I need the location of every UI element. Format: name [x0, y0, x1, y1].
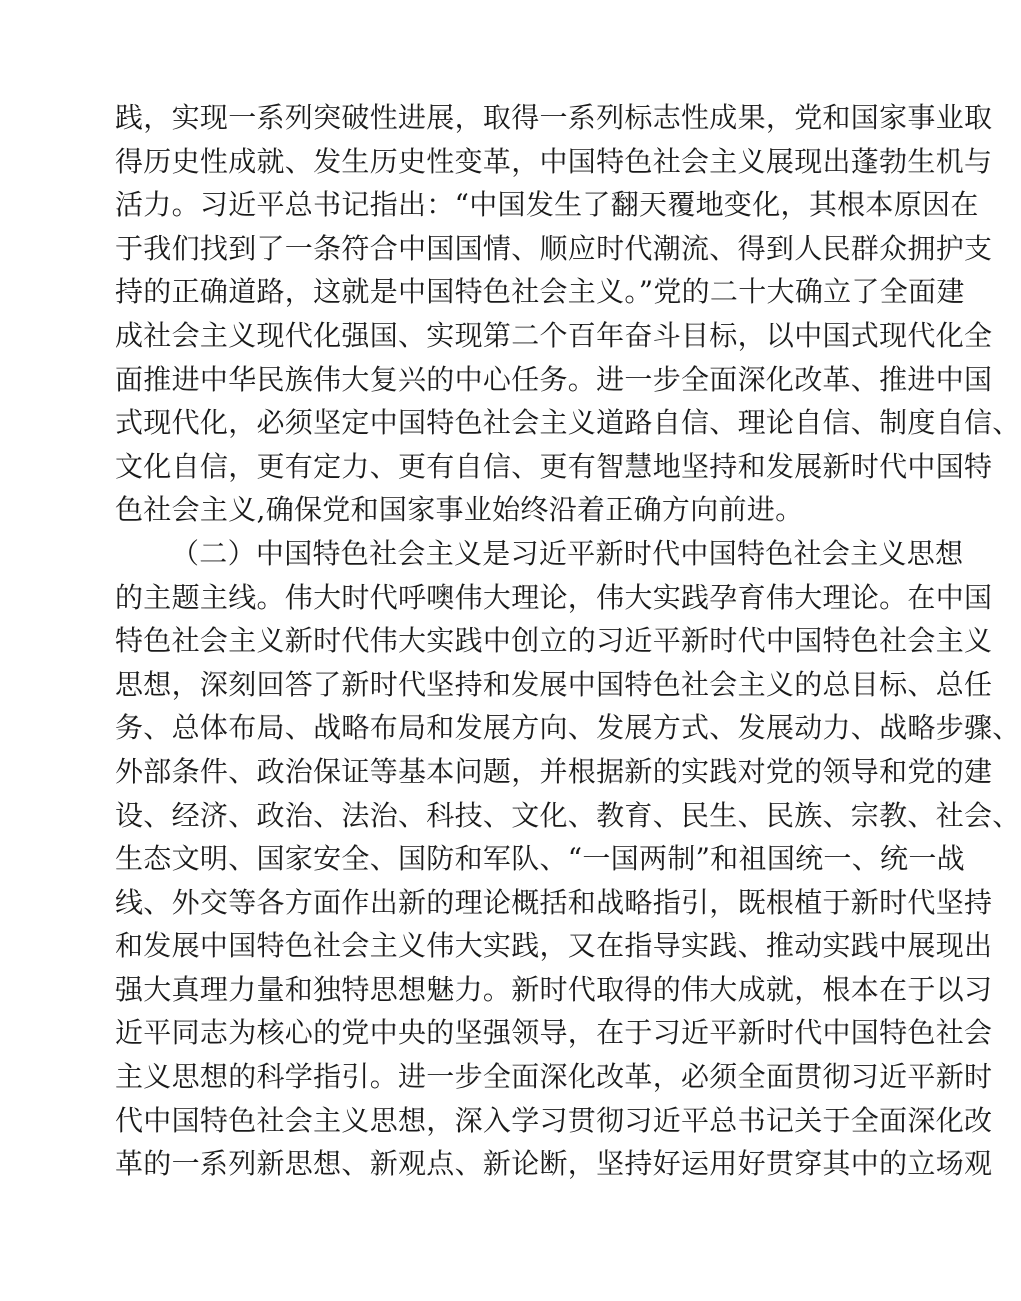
text-line: 得历史性成就、发生历史性变革，中国特色社会主义展现出蓬勃生机与: [115, 144, 993, 178]
text-line: 于我们找到了一条符合中国国情、顺应时代潮流、得到人民群众拥护支: [115, 231, 993, 265]
text-line: 的主题主线。伟大时代呼噢伟大理论，伟大实践孕育伟大理论。在中国: [115, 580, 993, 614]
text-line: 践，实现一系列突破性进展，取得一系列标志性成果，党和国家事业取: [115, 101, 993, 134]
text-line: 持的正确道路，这就是中国特色社会主义。”党的二十大确立了全面建: [115, 275, 965, 309]
text-line: 外部条件、政治保证等基本问题，并根据新的实践对党的领导和党的建: [115, 754, 993, 788]
text-line: 务、总体布局、战略布局和发展方向、发展方式、发展动力、战略步骤、: [115, 711, 1021, 745]
text-line: 代中国特色社会主义思想，深入学习贯彻习近平总书记关于全面深化改: [115, 1103, 993, 1137]
text-line: 近平同志为核心的党中央的坚强领导，在于习近平新时代中国特色社会: [115, 1016, 993, 1050]
section-heading-line: （二）中国特色社会主义是习近平新时代中国特色社会主义思想: [171, 536, 964, 570]
text-line: 设、经济、政治、法治、科技、文化、教育、民生、民族、宗教、社会、: [115, 798, 1021, 832]
text-line: 思想，深刻回答了新时代坚持和发展中国特色社会主义的总目标、总任: [115, 667, 993, 701]
text-line: 和发展中国特色社会主义伟大实践，又在指导实践、推动实践中展现出: [115, 929, 993, 963]
text-line: 色社会主义,确保党和国家事业始终沿着正确方向前进。: [115, 493, 804, 527]
text-line: 文化自信，更有定力、更有自信、更有智慧地坚持和发展新时代中国特: [115, 449, 993, 483]
text-line: 活力。习近平总书记指出：“中国发生了翻天覆地变化，其根本原因在: [115, 188, 979, 222]
text-line: 式现代化，必须坚定中国特色社会主义道路自信、理论自信、制度自信、: [115, 406, 1021, 440]
text-line: 主义思想的科学指引。进一步全面深化改革，必须全面贯彻习近平新时: [115, 1060, 993, 1094]
body-text: [115, 96, 1021, 1186]
text-line: 革的一系列新思想、新观点、新论断，坚持好运用好贯穿其中的立场观: [115, 1147, 993, 1181]
text-line: 特色社会主义新时代伟大实践中创立的习近平新时代中国特色社会主义: [115, 624, 993, 658]
text-line: 线、外交等各方面作出新的理论概括和战略指引，既根植于新时代坚持: [115, 885, 993, 919]
text-line: 生态文明、国家安全、国防和军队、“一国两制”和祖国统一、统一战: [115, 842, 965, 876]
text-line: 强大真理力量和独特思想魅力。新时代取得的伟大成就，根本在于以习: [115, 972, 993, 1006]
text-line: 成社会主义现代化强国、实现第二个百年奋斗目标，以中国式现代化全: [115, 318, 993, 352]
text-line: 面推进中华民族伟大复兴的中心任务。进一步全面深化改革、推进中国: [115, 362, 993, 396]
